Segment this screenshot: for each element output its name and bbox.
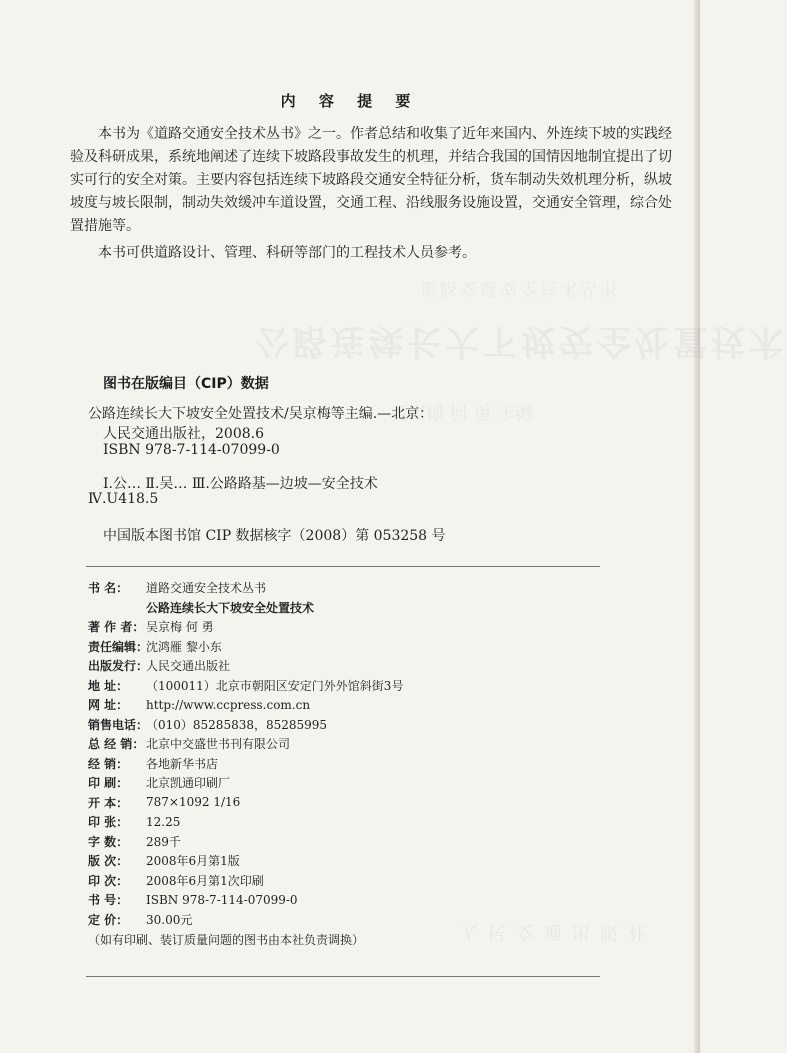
word-count-value: 289千 (146, 834, 181, 849)
sales-value: 各地新华书店 (146, 756, 219, 771)
isbn-row (88, 890, 608, 910)
cip-isbn: ISBN 978-7-114-07099-0 (103, 442, 280, 458)
series-value: 道路交通安全技术丛书 (146, 581, 267, 596)
printer-value: 北京凯通印刷厂 (146, 776, 231, 791)
format-value: 787×1092 1/16 (146, 795, 241, 810)
website-value: http://www.ccpress.com.cn (146, 697, 311, 712)
edition-label: 版 次： (88, 854, 129, 869)
sheets-row (88, 812, 608, 832)
cip-line-2: 人民交通出版社，2008.6 (103, 426, 264, 442)
divider-top (86, 566, 600, 567)
bleed-through-publisher-mark: 人民交通出版社 (460, 921, 656, 942)
summary-abstract (70, 123, 685, 265)
phone-label: 销售电话： (88, 717, 149, 732)
price-value: 30.00元 (146, 912, 193, 927)
cip-record-number: 中国版本图书馆 CIP 数据核字（2008）第 053258 号 (103, 528, 446, 544)
printer-label: 印 刷： (88, 776, 129, 791)
cip-heading: 图书在版编目（CIP）数据 (103, 376, 269, 392)
printer-row (88, 773, 608, 793)
divider-bottom (86, 976, 600, 977)
isbn-value: ISBN 978-7-114-07099-0 (146, 892, 298, 907)
edition-value: 2008年6月第1版 (146, 854, 240, 869)
bleed-through-author-mark: 吴京梅 何 勇 主编 (390, 401, 534, 422)
editor-value: 沈鸿雁 黎小东 (146, 639, 222, 654)
phone-value: （010）85285838，85285995 (146, 717, 328, 732)
address-row (88, 676, 608, 696)
sheets-value: 12.25 (146, 814, 181, 829)
quality-note: （如有印刷、装订质量问题的图书由本社负责调换） (88, 933, 365, 947)
series-label: 书 名： (88, 581, 129, 596)
format-label: 开 本： (88, 795, 129, 810)
website-label: 网 址： (88, 698, 129, 713)
printing-row (88, 871, 608, 891)
distributor-row (88, 734, 608, 754)
sales-row (88, 754, 608, 774)
publisher-row (88, 656, 608, 676)
series-row (88, 578, 608, 598)
word-count-label: 字 数： (88, 834, 129, 849)
author-value: 吴京梅 何 勇 (146, 620, 214, 635)
book-title-value: 公路连续长大下坡安全处置技术 (146, 600, 315, 615)
website-row (88, 695, 608, 715)
distributor-label: 总 经 销： (88, 737, 145, 752)
address-value: （100011）北京市朝阳区安定门外外馆斜街3号 (146, 678, 404, 693)
sales-label: 经 销： (88, 756, 129, 771)
printing-label: 印 次： (88, 873, 129, 888)
printing-value: 2008年6月第1次印刷 (146, 873, 264, 888)
publisher-value: 人民交通出版社 (146, 659, 231, 674)
cip-class-number: Ⅳ.U418.5 (88, 491, 159, 507)
author-label: 著 作 者： (88, 620, 145, 635)
edition-row (88, 851, 608, 871)
address-label: 地 址： (88, 678, 129, 693)
price-label: 定 价： (88, 912, 129, 927)
word-count-row (88, 832, 608, 852)
book-title-row (88, 598, 608, 618)
publication-info (88, 578, 608, 948)
bleed-through-series-mark: 道路交通安全技术丛书 (420, 278, 620, 298)
cip-classification: Ⅰ.公… Ⅱ.吴… Ⅲ.公路路基—边坡—安全技术 (103, 476, 378, 492)
summary-paragraph-1: 本书为《道路交通安全技术丛书》之一。作者总结和收集了近年来国内、外连续下坡的实践经验及科研成果，系统地阐述了连续下坡路段事故发生的机理，并结合我国的国情因地制宜提出了切实可行的安全对策。主要内容包括连续下坡路段交通安全特征分析，货车制动失效机理分析，纵坡坡度与坡长限制，制动失效缓冲车道设置，交通工程、沿线服务设施设置，交通安全管理，综合处置措施等。 (70, 126, 672, 234)
format-row (88, 793, 608, 813)
cip-line-1: 公路连续长大下坡安全处置技术/吴京梅等主编.—北京： (88, 406, 434, 422)
author-row (88, 617, 608, 637)
phone-row (88, 715, 608, 735)
page-edge-shadow (694, 0, 700, 1053)
bleed-through-title-mark: 公路连续长大下坡安全处置技术 (255, 321, 787, 361)
isbn-label: 书 号： (88, 893, 129, 908)
summary-paragraph-2: 本书可供道路设计、管理、科研等部门的工程技术人员参考。 (98, 245, 476, 261)
distributor-value: 北京中交盛世书刊有限公司 (146, 737, 291, 752)
editor-label: 责任编辑： (88, 639, 149, 654)
sheets-label: 印 张： (88, 815, 129, 830)
price-row (88, 910, 608, 930)
summary-title: 内 容 提 要 (280, 92, 420, 110)
publisher-label: 出版发行： (88, 659, 149, 674)
editor-row (88, 637, 608, 657)
